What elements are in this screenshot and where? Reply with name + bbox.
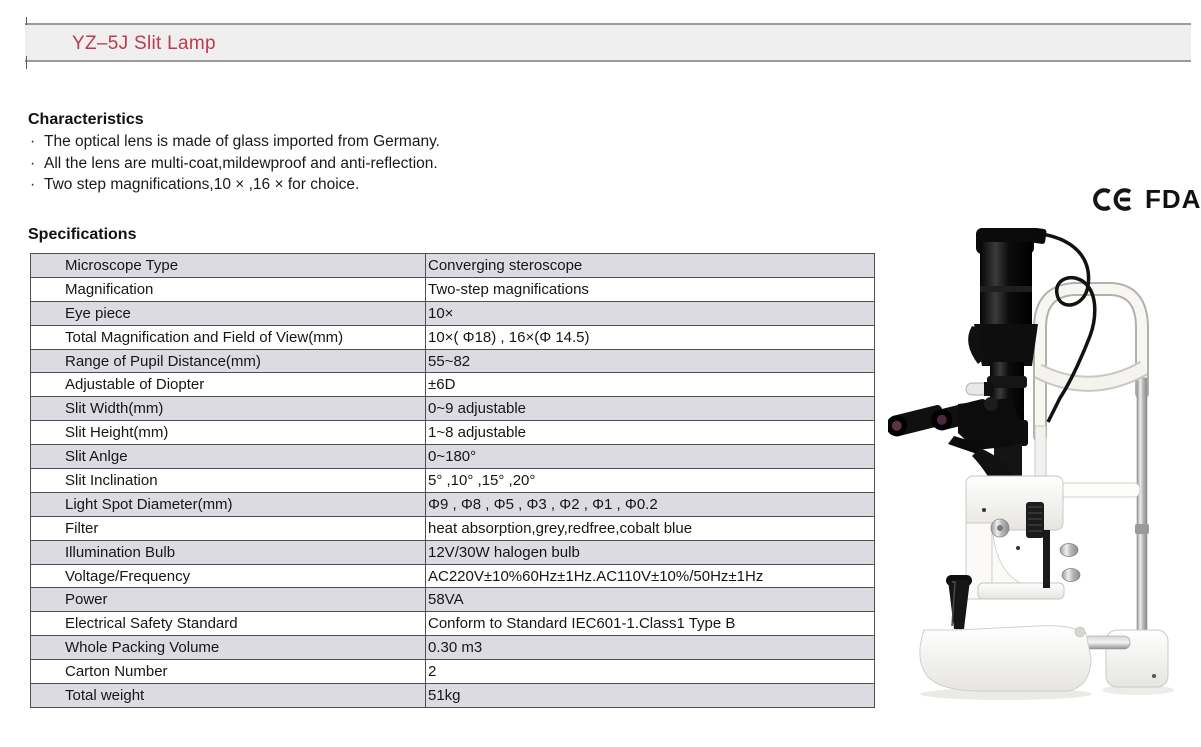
spec-value: 55~82 [426,349,875,373]
spec-row [31,564,875,588]
spec-row [31,612,875,636]
fda-label: FDA [1145,184,1201,214]
characteristic-item [30,153,440,175]
spec-row [31,660,875,684]
spec-value: 0~9 adjustable [426,397,875,421]
spec-row [31,636,875,660]
spec-row [31,397,875,421]
spec-value: 51kg [426,684,875,708]
spec-label: Eye piece [31,301,426,325]
spec-row [31,492,875,516]
spec-row [31,421,875,445]
spec-row [31,325,875,349]
spec-label: Power [31,588,426,612]
cable-plug [1025,228,1047,244]
spec-value: 1~8 adjustable [426,421,875,445]
spec-value: 10× [426,301,875,325]
spec-row [31,445,875,469]
spec-label: Light Spot Diameter(mm) [31,492,426,516]
bullet-icon: · [30,176,36,193]
instrument-column [966,476,1140,599]
bullet-icon: · [30,133,36,150]
spec-label: Slit Inclination [31,469,426,493]
spec-label: Slit Anlge [31,445,426,469]
specifications-table-body [31,254,875,708]
spec-label: Illumination Bulb [31,540,426,564]
spec-label: Filter [31,516,426,540]
spec-label: Total weight [31,684,426,708]
spec-value: 12V/30W halogen bulb [426,540,875,564]
spec-row [31,516,875,540]
spec-row [31,301,875,325]
characteristic-item [30,174,440,196]
spec-value: 0~180° [426,445,875,469]
crop-mark-bottom [26,56,27,69]
spec-label: Total Magnification and Field of View(mm) [31,325,426,349]
spec-value: heat absorption,grey,redfree,cobalt blue [426,516,875,540]
spec-value: ±6D [426,373,875,397]
specifications-table [30,253,875,708]
spec-label: Carton Number [31,660,426,684]
characteristic-text: Two step magnifications,10 × ,16 × for choice. [44,176,360,193]
spec-label: Adjustable of Diopter [31,373,426,397]
specifications-heading: Specifications [28,226,137,243]
page-title: YZ–5J Slit Lamp [72,33,216,54]
spec-value: 0.30 m3 [426,636,875,660]
chinrest-base [1084,630,1174,695]
spec-value: 2 [426,660,875,684]
spec-label: Whole Packing Volume [31,636,426,660]
spec-value: AC220V±10%60Hz±1Hz.AC110V±10%/50Hz±1Hz [426,564,875,588]
spec-row [31,277,875,301]
spec-value: Converging steroscope [426,254,875,278]
spec-label: Magnification [31,277,426,301]
spec-row [31,540,875,564]
header-bar [25,25,1191,62]
certification-marks [1092,184,1201,215]
spec-row [31,349,875,373]
characteristics-list [30,131,440,196]
characteristic-item [30,131,440,153]
spec-label: Voltage/Frequency [31,564,426,588]
spec-label: Electrical Safety Standard [31,612,426,636]
characteristic-text: All the lens are multi-coat,mildewproof and anti-reflection. [44,154,438,172]
product-photo-slit-lamp [888,228,1200,747]
spec-value: Conform to Standard IEC601-1.Class1 Type B [426,612,875,636]
spec-value: 5° ,10° ,15° ,20° [426,469,875,493]
spec-row [31,588,875,612]
spec-label: Microscope Type [31,254,426,278]
ce-mark-icon [1092,185,1136,214]
spec-row [31,254,875,278]
spec-row [31,373,875,397]
bullet-icon: · [30,154,36,172]
spec-label: Slit Height(mm) [31,421,426,445]
spec-label: Slit Width(mm) [31,397,426,421]
spec-value: Φ9 , Φ8 , Φ5 , Φ3 , Φ2 , Φ1 , Φ0.2 [426,492,875,516]
characteristic-text: The optical lens is made of glass imported from Germany. [44,133,440,150]
spec-row [31,684,875,708]
instrument-base [920,626,1092,700]
spec-label: Range of Pupil Distance(mm) [31,349,426,373]
spec-row [31,469,875,493]
spec-value: 58VA [426,588,875,612]
spec-value: Two-step magnifications [426,277,875,301]
characteristics-heading: Characteristics [28,111,144,128]
spec-value: 10×( Φ18) , 16×(Φ 14.5) [426,325,875,349]
